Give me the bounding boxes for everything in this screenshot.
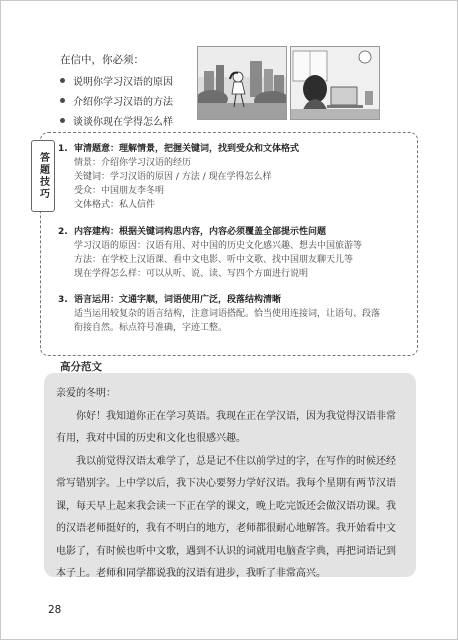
section-heading-text: 内容建构：根据关键词构思内容，内容必须覆盖全部提示性问题 [74, 227, 327, 237]
page-number: 28 [48, 604, 62, 616]
section-heading-text: 语言运用：文通字顺，词语使用广泛，段落结构清晰 [74, 295, 282, 305]
bullet-icon [60, 98, 65, 103]
section-row: 现在学得怎么样：可以从听、说、读、写四个方面进行说明 [74, 269, 309, 279]
list-item-text: 说明你学习汉语的原因 [73, 76, 173, 88]
section-row: 情景：介绍你学习汉语的经历 [74, 158, 192, 168]
tips-section-2 [58, 225, 362, 281]
section-row: 关键词：学习汉语的原因 / 方法 / 现在学得怎么样 [74, 172, 272, 182]
section-row: 受众：中国朋友李冬明 [74, 186, 165, 196]
requirement-list [60, 70, 173, 130]
section-heading [58, 225, 362, 239]
essay-paragraph: 你好！我知道你正在学习英语。我现在正在学汉语，因为我觉得汉语非常有用，我对中国的历史和文化也很感兴趣。 [56, 410, 396, 444]
section-row: 学习汉语的原因：汉语有用、对中国的历史文化感兴趣、想去中国旅游等 [74, 241, 363, 251]
model-essay-title: 高分范文 [60, 361, 102, 373]
section-number: 3. [58, 295, 68, 305]
list-item [60, 110, 173, 130]
intro-title: 在信中，你必须： [60, 54, 144, 66]
illustration-girl-city [197, 46, 287, 120]
essay-salutation: 亲爱的冬明： [56, 388, 116, 399]
section-row: 方法：在学校上汉语课、看中文电影、听中文歌、找中国朋友聊天儿等 [74, 255, 354, 265]
list-item-text: 介绍你学习汉语的方法 [73, 96, 173, 108]
tips-section-3 [58, 293, 380, 335]
tips-tag [31, 140, 55, 212]
list-item [60, 90, 173, 110]
section-row: 文体格式：私人信件 [74, 200, 156, 210]
section-number: 2. [58, 227, 68, 237]
list-item-text: 谈谈你现在学得怎么样 [73, 116, 173, 128]
model-essay [56, 383, 404, 586]
section-heading-text: 审清题意：理解情景，把握关键词，找到受众和文体格式 [74, 144, 300, 154]
section-row: 适当运用较复杂的语言结构，注意词语搭配。恰当使用连接词，让语句、段落 [74, 309, 381, 319]
essay-paragraph: 我以前觉得汉语太难学了，总是记不住以前学过的字，在写作的时候还经常写错别字。上中学以后，我下决心要努力学好汉语。我每个星期有两节汉语课，每天早上起来我会读一下正在学的课文，晚上吃完饭还会做汉语功课。我的汉语老师挺好的，我有不明白的地方，老师都很耐心地解答。我开始看中文电影了，有时候也听中文歌，遇到不认识的词就用电脑查字典，再把词语记到本子上。老师和同学都说我的汉语有进步，我听了非常高兴。 [56, 455, 396, 579]
tips-section-1 [58, 142, 299, 212]
bullet-icon [60, 78, 65, 83]
illustration-girl-laptop [290, 46, 380, 120]
section-heading [58, 142, 299, 156]
bullet-icon [60, 118, 65, 123]
list-item [60, 70, 173, 90]
tips-tag-label: 答题技巧 [37, 152, 49, 200]
section-row: 衔接自然。标点符号准确，字迹工整。 [74, 323, 228, 333]
section-number: 1. [58, 144, 68, 154]
section-heading [58, 293, 380, 307]
